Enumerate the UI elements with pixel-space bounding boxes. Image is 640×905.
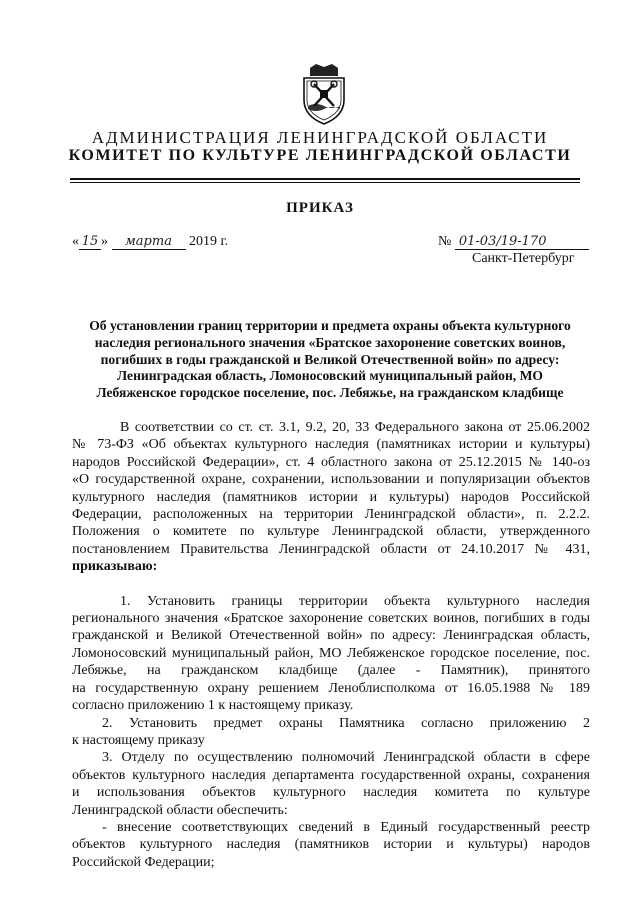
order-subject (70, 318, 590, 402)
item3a-line: - внесение соответствующих сведений в Единый государственный реестр (102, 819, 590, 835)
date-year: 2019 г. (189, 234, 229, 249)
item2-line: 2. Установить предмет охраны Памятника согласно приложению 2 (102, 715, 590, 731)
paragraph-gap (72, 576, 590, 593)
order-body (72, 419, 590, 871)
date-day-handwritten: 15 (79, 234, 101, 250)
subject-line: Ленинградская область, Ломоносовский муниципальный район, МО (117, 368, 543, 384)
number-label: № (438, 234, 452, 249)
item3a-line: Российской Федерации; (72, 854, 215, 870)
date-close-quote: » (101, 234, 108, 249)
item3-line: Ленинградской области обеспечить: (72, 802, 288, 818)
subject-line: Лебяженское городское поселение, пос. Лебяжье, на гражданском кладбище (96, 385, 564, 401)
preamble-line: постановлением Правительства Ленинградской области от 24.10.2017 № 431, (72, 541, 590, 557)
preamble-line: Положения о комитете по культуре Ленинградской области, утвержденного (72, 524, 590, 540)
subject-line: Об установлении границ территории и предмета охраны объекта культурного (89, 318, 571, 333)
coat-of-arms-icon (298, 62, 350, 126)
org-name-committee: КОМИТЕТ ПО КУЛЬТУРЕ ЛЕНИНГРАДСКОЙ ОБЛАСТИ (68, 147, 572, 164)
preamble-line: культурного наследия (памятников истории и культуры) народов Российской (72, 489, 590, 505)
preamble-line: народов Российской Федерации», ст. 4 областного закона от 25.12.2015 № 140-оз (72, 454, 590, 470)
item3a-line: объектов культурного наследия (памятников истории и культуры) народов (72, 837, 590, 853)
subject-line: наследия регионального значения «Братское захоронение советских воинов, (94, 334, 566, 350)
preamble-line: В соответствии со ст. ст. 3.1, 9.2, 20, 33 Федерального закона от 25.06.2002 (120, 420, 590, 435)
org-name-administration: АДМИНИСТРАЦИЯ ЛЕНИНГРАДСКОЙ ОБЛАСТИ (91, 128, 549, 147)
document-title: ПРИКАЗ (286, 200, 354, 216)
item3-line: объектов культурного наследия департамента государственной охраны, сохранения (72, 767, 590, 783)
preamble-line: № 73-ФЗ «Об объектах культурного наследия (памятниках истории и культуры) (72, 437, 590, 453)
item1-line: на государственную охрану решением Леноблисполкома от 16.05.1988 № 189 (72, 680, 590, 696)
item3-line: и использования объектов культурного наследия комитета по культуре (72, 785, 590, 801)
item1-line: Лебяжье, на гражданском кладбище (далее - Памятник), принятого (72, 663, 590, 679)
order-date (72, 234, 228, 250)
item1-line: гражданской и Великой Отечественной войн» по адресу: Ленинградская область, (72, 628, 590, 644)
date-month-handwritten: марта (112, 234, 186, 250)
preamble-command: приказываю: (72, 559, 158, 575)
item1-line: регионального значения «Братское захоронение советских воинов, погибших в годы (72, 611, 590, 627)
preamble-line: «О государственной охране, сохранении, использовании и популяризации объектов (72, 472, 590, 488)
item3-line: 3. Отделу по осуществлению полномочий Ленинградской области в сфере (102, 750, 590, 766)
preamble-line: Федерации, расположенных на территории Ленинградской области», п. 2.2.2. (72, 507, 590, 523)
item2-line: к настоящему приказу (72, 732, 205, 748)
date-open-quote: « (72, 234, 79, 249)
header-rule-thin (70, 182, 580, 183)
header-rule-thick (70, 178, 580, 180)
item1-line: Ломоносовский муниципальный район, МО Лебяженское городское поселение, пос. (72, 645, 590, 661)
number-handwritten: 01-03/19-170 (455, 234, 589, 250)
order-number (438, 234, 589, 250)
item1-line: согласно приложению 1 к настоящему приказу. (72, 698, 354, 714)
order-city: Санкт-Петербург (472, 251, 575, 266)
subject-line: погибших в годы гражданской и Великой Отечественной войн» по адресу: (100, 351, 560, 367)
item1-line: 1. Установить границы территории объекта культурного наследия (120, 593, 590, 609)
